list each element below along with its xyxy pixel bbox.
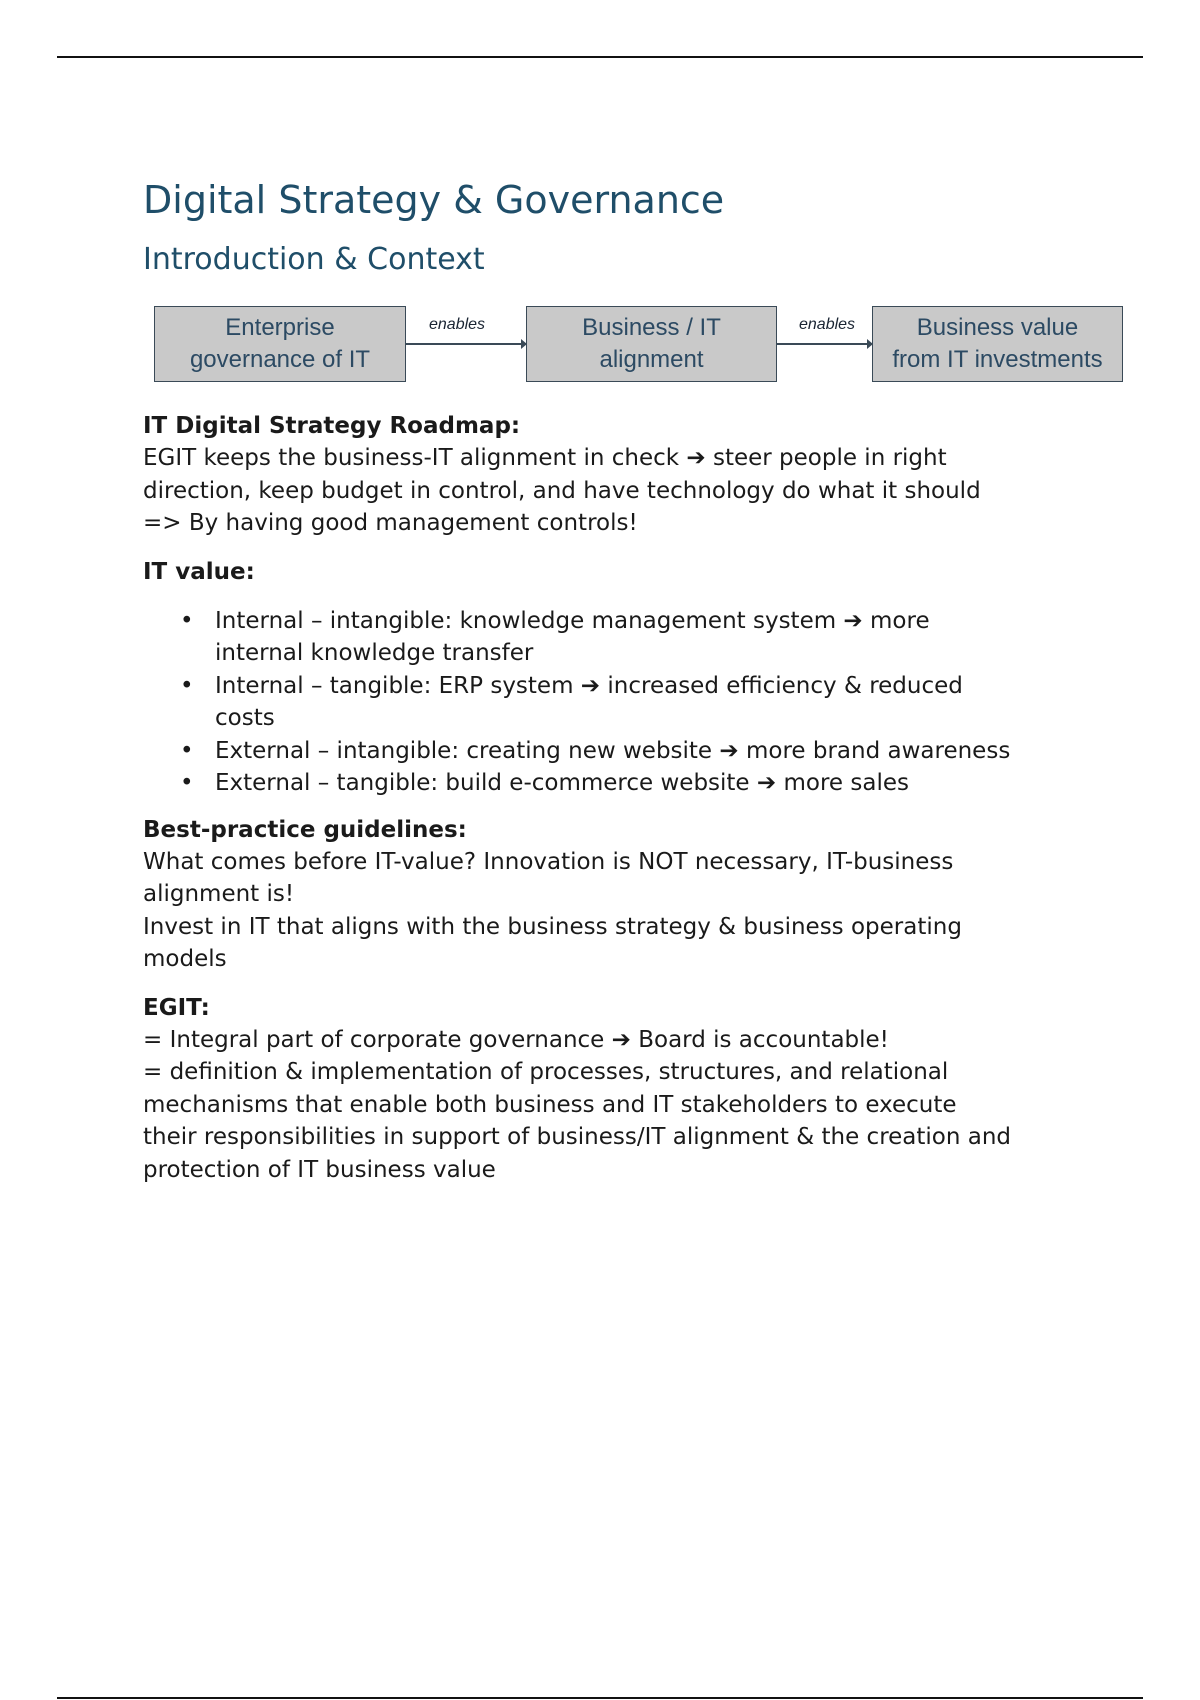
egit-line: = definition & implementation of processes, structures, and relational [143,1059,949,1085]
bullet-icon: • [180,672,194,699]
best-practice-section [143,814,1063,976]
egit-line: mechanisms that enable both business and IT stakeholders to execute [143,1091,957,1118]
best-practice-line: models [143,946,227,972]
roadmap-line: => By having good management controls! [143,510,638,536]
section-subtitle: Introduction & Context [143,242,485,277]
governance-flow-diagram [143,306,1123,386]
diagram-arrow [777,343,872,345]
roadmap-section [143,410,1063,540]
bullet-icon: • [180,607,194,634]
list-item [180,735,1063,768]
egit-section [143,992,1063,1187]
diagram-box-line: from IT investments [892,346,1103,373]
egit-line: = Integral part of corporate governance ➔ Board is accountable! [143,1026,889,1053]
header-rule [57,56,1143,58]
list-item-text: External – tangible: build e-commerce website ➔ more sales [215,770,909,796]
list-item-text: costs [215,705,275,731]
roadmap-line: direction, keep budget in control, and have technology do what it should [143,477,981,504]
list-item [180,605,1063,670]
it-value-list [143,605,1063,800]
best-practice-line: Invest in IT that aligns with the business strategy & business operating [143,913,962,940]
diagram-arrow-label: enables [429,316,486,333]
list-item-text: Internal – tangible: ERP system ➔ increased efficiency & reduced [215,672,963,699]
diagram-box-line: Business value [916,314,1079,341]
egit-line: their responsibilities in support of business/IT alignment & the creation and [143,1124,1012,1150]
diagram-box-line: alignment [599,346,704,373]
best-practice-line: alignment is! [143,881,295,907]
diagram-box-line: Enterprise [225,314,335,341]
roadmap-heading: IT Digital Strategy Roadmap: [143,413,521,439]
egit-line: protection of IT business value [143,1156,496,1183]
diagram-box-line: governance of IT [189,346,371,373]
best-practice-line: What comes before IT-value? Innovation is NOT necessary, IT-business [143,848,954,875]
it-value-heading: IT value: [143,558,255,585]
document-body [143,176,1103,1186]
page-title: Digital Strategy & Governance [143,178,725,222]
footer-rule [57,1697,1143,1699]
diagram-box-egit [154,306,406,382]
diagram-box-alignment [526,306,777,382]
it-value-section [143,556,1063,800]
diagram-arrow [406,343,526,345]
bullet-icon: • [180,770,194,796]
list-item [180,767,1063,800]
list-item-text: Internal – intangible: knowledge management system ➔ more [215,607,930,634]
list-item [180,670,1063,735]
diagram-box-business-value [872,306,1123,382]
list-item-text: internal knowledge transfer [215,640,534,666]
roadmap-line: EGIT keeps the business-IT alignment in check ➔ steer people in right [143,445,947,471]
egit-heading: EGIT: [143,994,210,1021]
diagram-box-line: Business / IT [582,314,721,341]
diagram-arrow-label: enables [799,316,856,333]
best-practice-heading: Best-practice guidelines: [143,816,467,843]
bullet-icon: • [180,737,194,764]
list-item-text: External – intangible: creating new website ➔ more brand awareness [215,737,1011,764]
